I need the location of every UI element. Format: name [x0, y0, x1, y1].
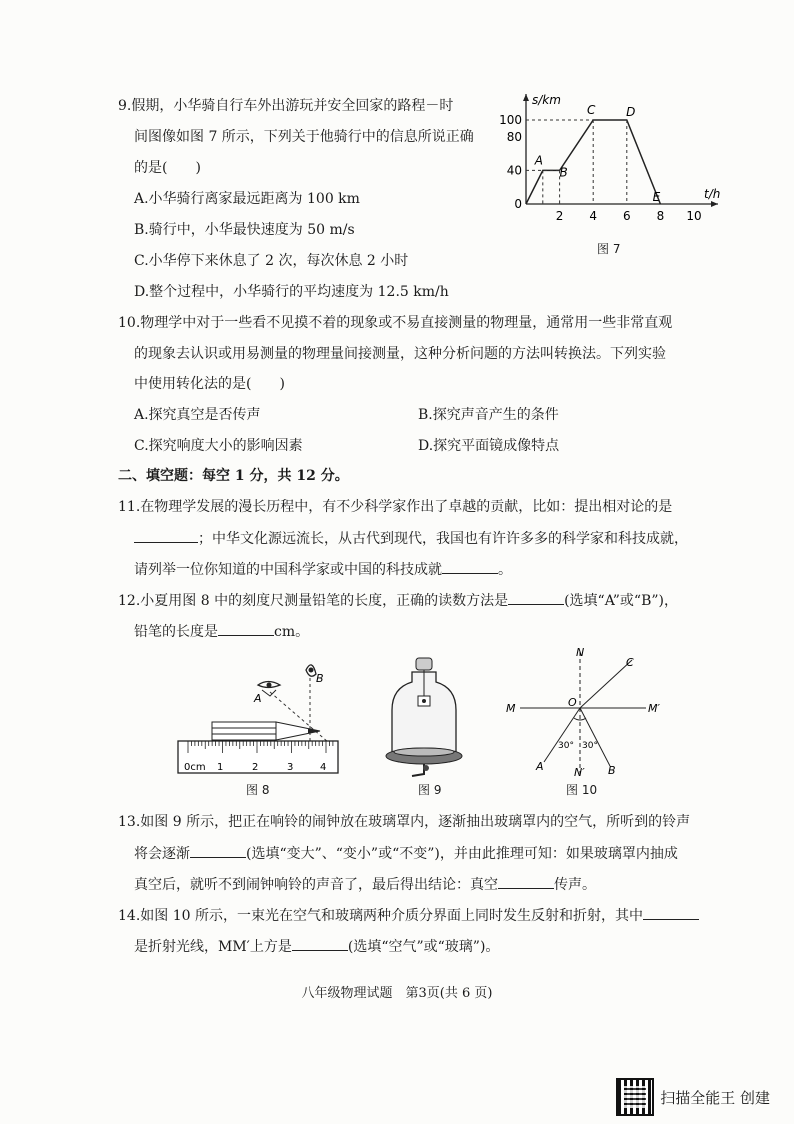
fig8-label-b: B	[316, 672, 324, 685]
fig7-x-tick: 4	[589, 209, 598, 223]
q10-option-a: A.探究真空是否传声	[134, 407, 261, 423]
fig9-caption: 图 9	[418, 783, 442, 797]
fig7-y-arrow	[523, 94, 529, 101]
q9-option-b: B.骑行中，小华最快速度为 50 m/s	[134, 222, 355, 238]
q13-line2: 将会逐渐 (选填“变大”、“变小”或“不变”)，并由此推理可知：如果玻璃罩内抽成	[134, 843, 678, 864]
ruler-tick-0: 0cm	[184, 762, 206, 773]
fig7-x-arrow	[711, 201, 718, 207]
q11-line1: 11.在物理学发展的漫长历程中，有不少科学家作出了卓越的贡献，比如：提出相对论的是	[118, 499, 673, 515]
fig8-caption: 图 8	[246, 783, 270, 797]
q10-option-d: D.探究平面镜成像特点	[418, 438, 560, 454]
q11-line2: ；中华文化源远流长，从古代到现代，我国也有许许多多的科学家和科技成就，	[134, 528, 688, 549]
q9-stem-line1: 9.假期，小华骑自行车外出游玩并安全回家的路程－时	[118, 98, 454, 114]
ruler-tick-3: 3	[287, 762, 294, 773]
fig10-label-b: B	[608, 764, 616, 777]
q9-stem-line2: 间图像如图 7 所示，下列关于他骑行中的信息所说正确	[134, 129, 474, 145]
fig7-x-tick: 2	[555, 209, 564, 223]
fig7-y-tick: 100	[499, 113, 522, 127]
fig10-angle-right: 30°	[582, 741, 598, 751]
fig8-label-a: A	[254, 692, 262, 705]
q10-stem-line2: 的现象去认识或用易测量的物理量间接测量，这种分析问题的方法叫转换法。下列实验	[134, 346, 666, 362]
fig7-caption: 图 7	[597, 242, 621, 256]
section-2-heading: 二、填空题：每空 1 分，共 12 分。	[118, 468, 349, 484]
fig7-y-label: s/km	[532, 93, 561, 107]
fig8-ruler-diagram	[170, 650, 350, 780]
q12-line2: 铅笔的长度是 cm。	[134, 621, 309, 642]
q9-option-c: C.小华停下来休息了 2 次，每次休息 2 小时	[134, 253, 409, 269]
q10-option-c: C.探究响度大小的影响因素	[134, 438, 303, 454]
fig7-x-tick: 10	[686, 209, 702, 223]
fig10-angle-left: 30°	[558, 741, 574, 751]
fig10-label-n-prime: N′	[574, 766, 585, 779]
q12-blank-2[interactable]	[218, 621, 274, 636]
q10-stem-line3: 中使用转化法的是( )	[134, 376, 285, 392]
q14-line1: 14.如图 10 所示，一束光在空气和玻璃两种介质分界面上同时发生反射和折射，其中	[118, 905, 699, 926]
q11-blank-2[interactable]	[442, 559, 498, 574]
fig7-point-label: B	[559, 165, 568, 180]
pencil	[212, 722, 320, 740]
fig10-label-n: N	[576, 646, 585, 659]
ruler-tick-2: 2	[252, 762, 259, 773]
ruler-tick-4: 4	[320, 762, 327, 773]
q14-line2: 是折射光线，MM′上方是 (选填“空气”或“玻璃”)。	[134, 936, 499, 957]
q11-line3: 请列举一位你知道的中国科学家或中国的科技成就 。	[134, 559, 512, 580]
fig10-light-diagram	[500, 644, 670, 779]
q12-line1: 12.小夏用图 8 中的刻度尺测量铅笔的长度，正确的读数方法是 (选填“A”或“B”)，	[118, 590, 678, 611]
q13-line3: 真空后，就听不到闹钟响铃的声音了，最后得出结论：真空 传声。	[134, 874, 596, 895]
fig7-point-label: A	[534, 153, 543, 168]
fig7-y-tick: 80	[506, 129, 522, 144]
q10-stem-line1: 10.物理学中对于一些看不见摸不着的现象或不易直接测量的物理量，通常用一些非常直观	[118, 315, 673, 331]
fig10-label-o: O	[568, 696, 577, 709]
ruler-tick-1: 1	[217, 762, 224, 773]
fig7-x-tick: 8	[656, 209, 665, 223]
page-footer: 八年级物理试题 第3页(共 6 页)	[301, 986, 493, 1001]
q14-blank-2[interactable]	[292, 936, 348, 951]
q9-stem-line3: 的是( )	[134, 160, 201, 176]
fig7-x-tick: 6	[622, 209, 631, 223]
fig7-point-label: C	[587, 103, 596, 117]
q12-blank-1[interactable]	[508, 590, 564, 605]
scanner-watermark	[616, 1078, 770, 1116]
eye-b-icon	[306, 665, 316, 676]
q13-blank-2[interactable]	[498, 874, 554, 889]
alarm-clock-icon	[418, 696, 430, 706]
q9-option-d: D.整个过程中，小华骑行的平均速度为 12.5 km/h	[134, 284, 449, 300]
fig7-y-tick: 40	[506, 163, 522, 178]
fig9-bell-jar-diagram	[384, 656, 464, 780]
q11-blank-1[interactable]	[134, 528, 198, 543]
fig7-point-label: E	[652, 190, 661, 204]
fig7-point-label: D	[626, 105, 636, 119]
fig10-label-c: C	[626, 656, 634, 669]
fig7-chart	[490, 90, 730, 230]
q10-option-b: B.探究声音产生的条件	[418, 407, 559, 423]
fig10-label-m-prime: M′	[648, 702, 660, 715]
ruler	[178, 741, 338, 773]
q13-line1: 13.如图 9 所示，把正在响铃的闹钟放在玻璃罩内，逐渐抽出玻璃罩内的空气，所听到的铃声	[118, 814, 691, 830]
fig10-label-m: M	[506, 702, 516, 715]
fig10-label-a: A	[536, 760, 544, 773]
q14-blank-1[interactable]	[643, 905, 699, 920]
watermark-text: 扫描全能王 创建	[660, 1088, 770, 1107]
fig7-y-tick: 0	[514, 197, 522, 211]
fig7-x-label: t/h	[704, 187, 721, 201]
fig10-caption: 图 10	[566, 783, 598, 797]
q13-blank-1[interactable]	[190, 843, 246, 858]
qr-code-icon	[616, 1078, 654, 1116]
q9-option-a: A.小华骑行离家最远距离为 100 km	[134, 191, 360, 207]
